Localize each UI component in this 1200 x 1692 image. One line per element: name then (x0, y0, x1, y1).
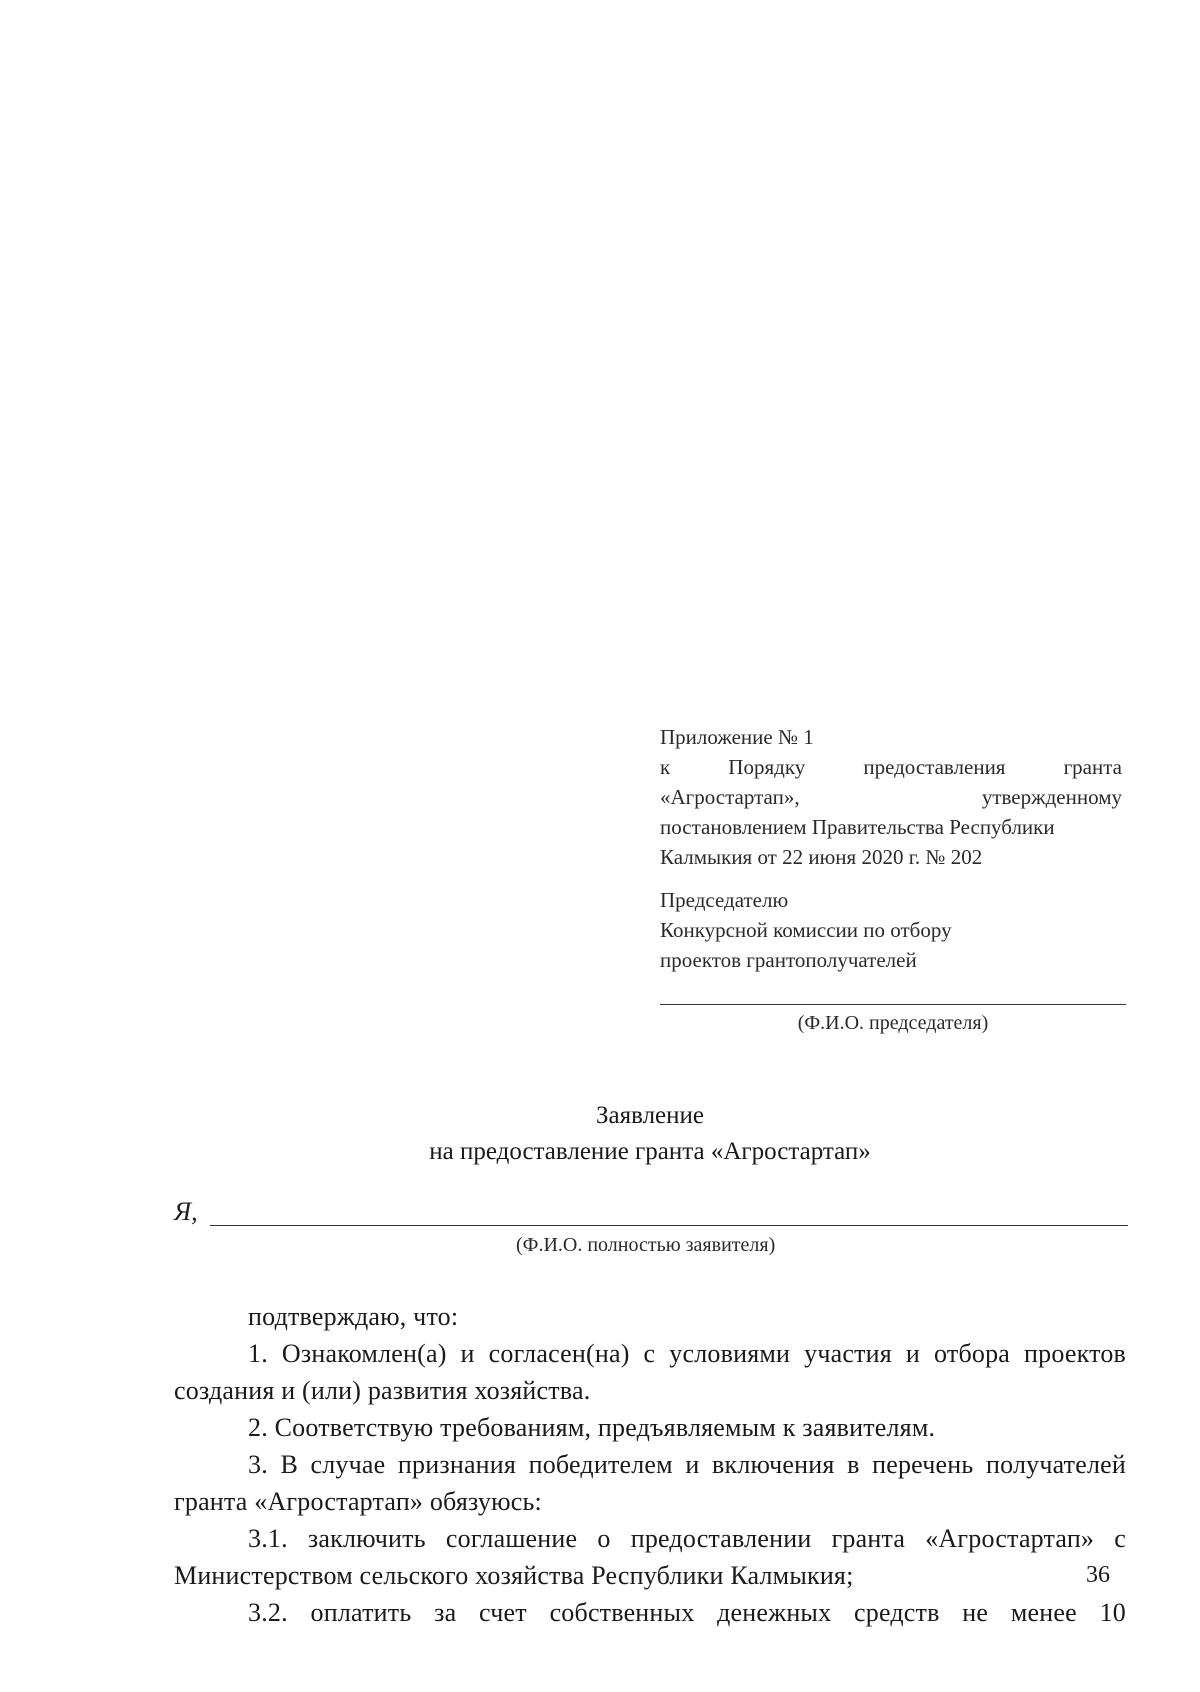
applicant-name-caption: (Ф.И.О. полностью заявителя) (516, 1234, 776, 1256)
paragraph-3-2: 3.2. оплатить за счет собственных денежных средств не менее 10 (248, 1598, 1126, 1627)
page-number: 36 (1086, 1562, 1110, 1588)
paragraph-1: 1. Ознакомлен(а) и согласен(на) с условиями участия и отбора проектов создания и (или) развития хозяйства. (174, 1339, 1126, 1405)
applicant-name-line (210, 1225, 1128, 1226)
applicant-prefix: Я, (174, 1197, 198, 1226)
paragraph-confirm: подтверждаю, что: (248, 1302, 459, 1331)
paragraph-3-1: 3.1. заключить соглашение о предоставлении гранта «Агростартап» с Министерством сельского хозяйства Республики Калмыкия; (174, 1524, 1126, 1590)
paragraph-2: 2. Соответствую требованиям, предъявляемым к заявителям. (248, 1413, 936, 1442)
title-line-2: на предоставление гранта «Агростартап» (429, 1138, 871, 1165)
document-title (300, 1098, 1000, 1170)
appendix-line-5: Калмыкия от 22 июня 2020 г. № 202 (660, 845, 983, 869)
body-text (174, 1298, 1126, 1631)
title-line-1: Заявление (595, 1102, 705, 1129)
appendix-line-4: постановлением Правительства Республики (660, 815, 1055, 839)
addressee-block (660, 885, 1130, 975)
addressee-line-1: Председателю (660, 888, 789, 912)
chairman-name-line (660, 1004, 1126, 1005)
addressee-line-2: Конкурсной комиссии по отбору (660, 918, 952, 942)
appendix-number: Приложение № 1 (660, 725, 814, 749)
chairman-name-caption: (Ф.И.О. председателя) (797, 1012, 989, 1034)
appendix-line-2: к Порядку предоставления гранта (660, 755, 1122, 779)
addressee-line-3: проектов грантополучателей (660, 948, 917, 972)
appendix-line-3: «Агростартап», утвержденному (660, 785, 1122, 809)
paragraph-3: 3. В случае признания победителем и включения в перечень получателей гранта «Агростартап» обязуюсь: (174, 1450, 1126, 1516)
appendix-header (660, 722, 1122, 872)
